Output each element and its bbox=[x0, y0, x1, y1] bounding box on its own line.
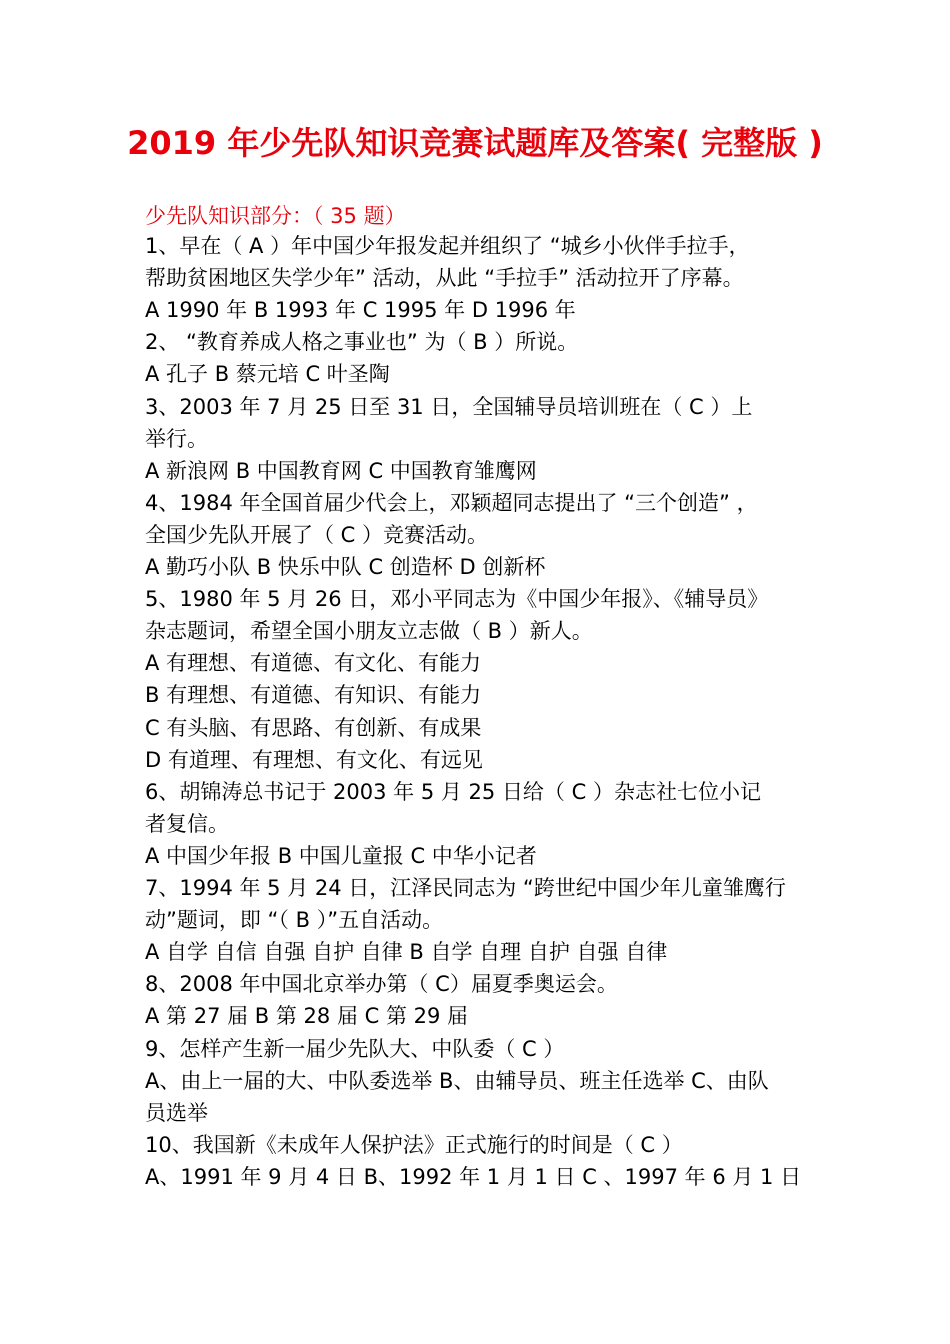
text-line: A、由上一届的大、中队委选举 B、由辅导员、班主任选举 C、由队 bbox=[145, 1068, 769, 1093]
text-line: 3、2003 年 7 月 25 日至 31 日，全国辅导员培训班在（ C ）上 bbox=[145, 394, 753, 419]
text-line: A 有理想、有道德、有文化、有能力 bbox=[145, 651, 482, 676]
text-line: 2、 “教育养成人格之事业也” 为（ B ）所说。 bbox=[145, 330, 579, 355]
text-line: 4、1984 年全国首届少代会上，邓颖超同志提出了 “三个创造” ， bbox=[145, 490, 758, 515]
text-line: 动”题词，即 “（ B ）”五自活动。 bbox=[145, 908, 444, 933]
text-line: A 第 27 届 B 第 28 届 C 第 29 届 bbox=[145, 1004, 469, 1029]
text-line: A、1991 年 9 月 4 日 B、1992 年 1 月 1 日 C 、1997 年 6 月 1 日 bbox=[145, 1164, 802, 1189]
text-line: A 勤巧小队 B 快乐中队 C 创造杯 D 创新杯 bbox=[145, 555, 546, 579]
text-line: A 新浪网 B 中国教育网 C 中国教育雏鹰网 bbox=[145, 458, 537, 483]
text-line: 9、怎样产生新一届少先队大、中队委（ C ） bbox=[145, 1036, 565, 1061]
text-line: A 中国少年报 B 中国儿童报 C 中华小记者 bbox=[145, 843, 537, 868]
text-line: 10、我国新《未成年人保护法》正式施行的时间是（ C ） bbox=[145, 1132, 683, 1157]
text-line: C 有头脑、有思路、有创新、有成果 bbox=[145, 715, 482, 740]
text-line: 6、胡锦涛总书记于 2003 年 5 月 25 日给（ C ）杂志社七位小记 bbox=[145, 779, 761, 804]
text-line: 员选举 bbox=[145, 1100, 208, 1125]
text-line: 全国少先队开展了（ C ）竞赛活动。 bbox=[145, 522, 489, 547]
text-line: 8、2008 年中国北京举办第（ C）届夏季奥运会。 bbox=[145, 972, 618, 997]
text-line: 5、1980 年 5 月 26 日，邓小平同志为《中国少年报》、《辅导员》 bbox=[145, 587, 769, 612]
text-line: 杂志题词，希望全国小朋友立志做（ B ）新人。 bbox=[145, 619, 593, 644]
text-line: B 有理想、有道德、有知识、有能力 bbox=[145, 683, 482, 708]
text-line: A 孔子 B 蔡元培 C 叶圣陶 bbox=[145, 362, 390, 387]
text-line: D 有道理、有理想、有文化、有远见 bbox=[145, 747, 483, 772]
text-line: 举行。 bbox=[145, 426, 208, 451]
text-line: 帮助贫困地区失学少年” 活动，从此 “手拉手” 活动拉开了序幕。 bbox=[145, 266, 744, 291]
text-line: 1、早在（ A ）年中国少年报发起并组织了 “城乡小伙伴手拉手， bbox=[145, 234, 750, 258]
document-title: 2019 年少先队知识竞赛试题库及答案( 完整版 ) bbox=[127, 124, 823, 162]
text-line: 者复信。 bbox=[145, 811, 229, 836]
text-line: A 1990 年 B 1993 年 C 1995 年 D 1996 年 bbox=[145, 298, 576, 323]
text-line: A 自学 自信 自强 自护 自律 B 自学 自理 自护 自强 自律 bbox=[145, 940, 668, 965]
section-heading: 少先队知识部分：（ 35 题） bbox=[145, 204, 406, 228]
text-line: 7、1994 年 5 月 24 日，江泽民同志为 “跨世纪中国少年儿童雏鹰行 bbox=[145, 876, 786, 900]
